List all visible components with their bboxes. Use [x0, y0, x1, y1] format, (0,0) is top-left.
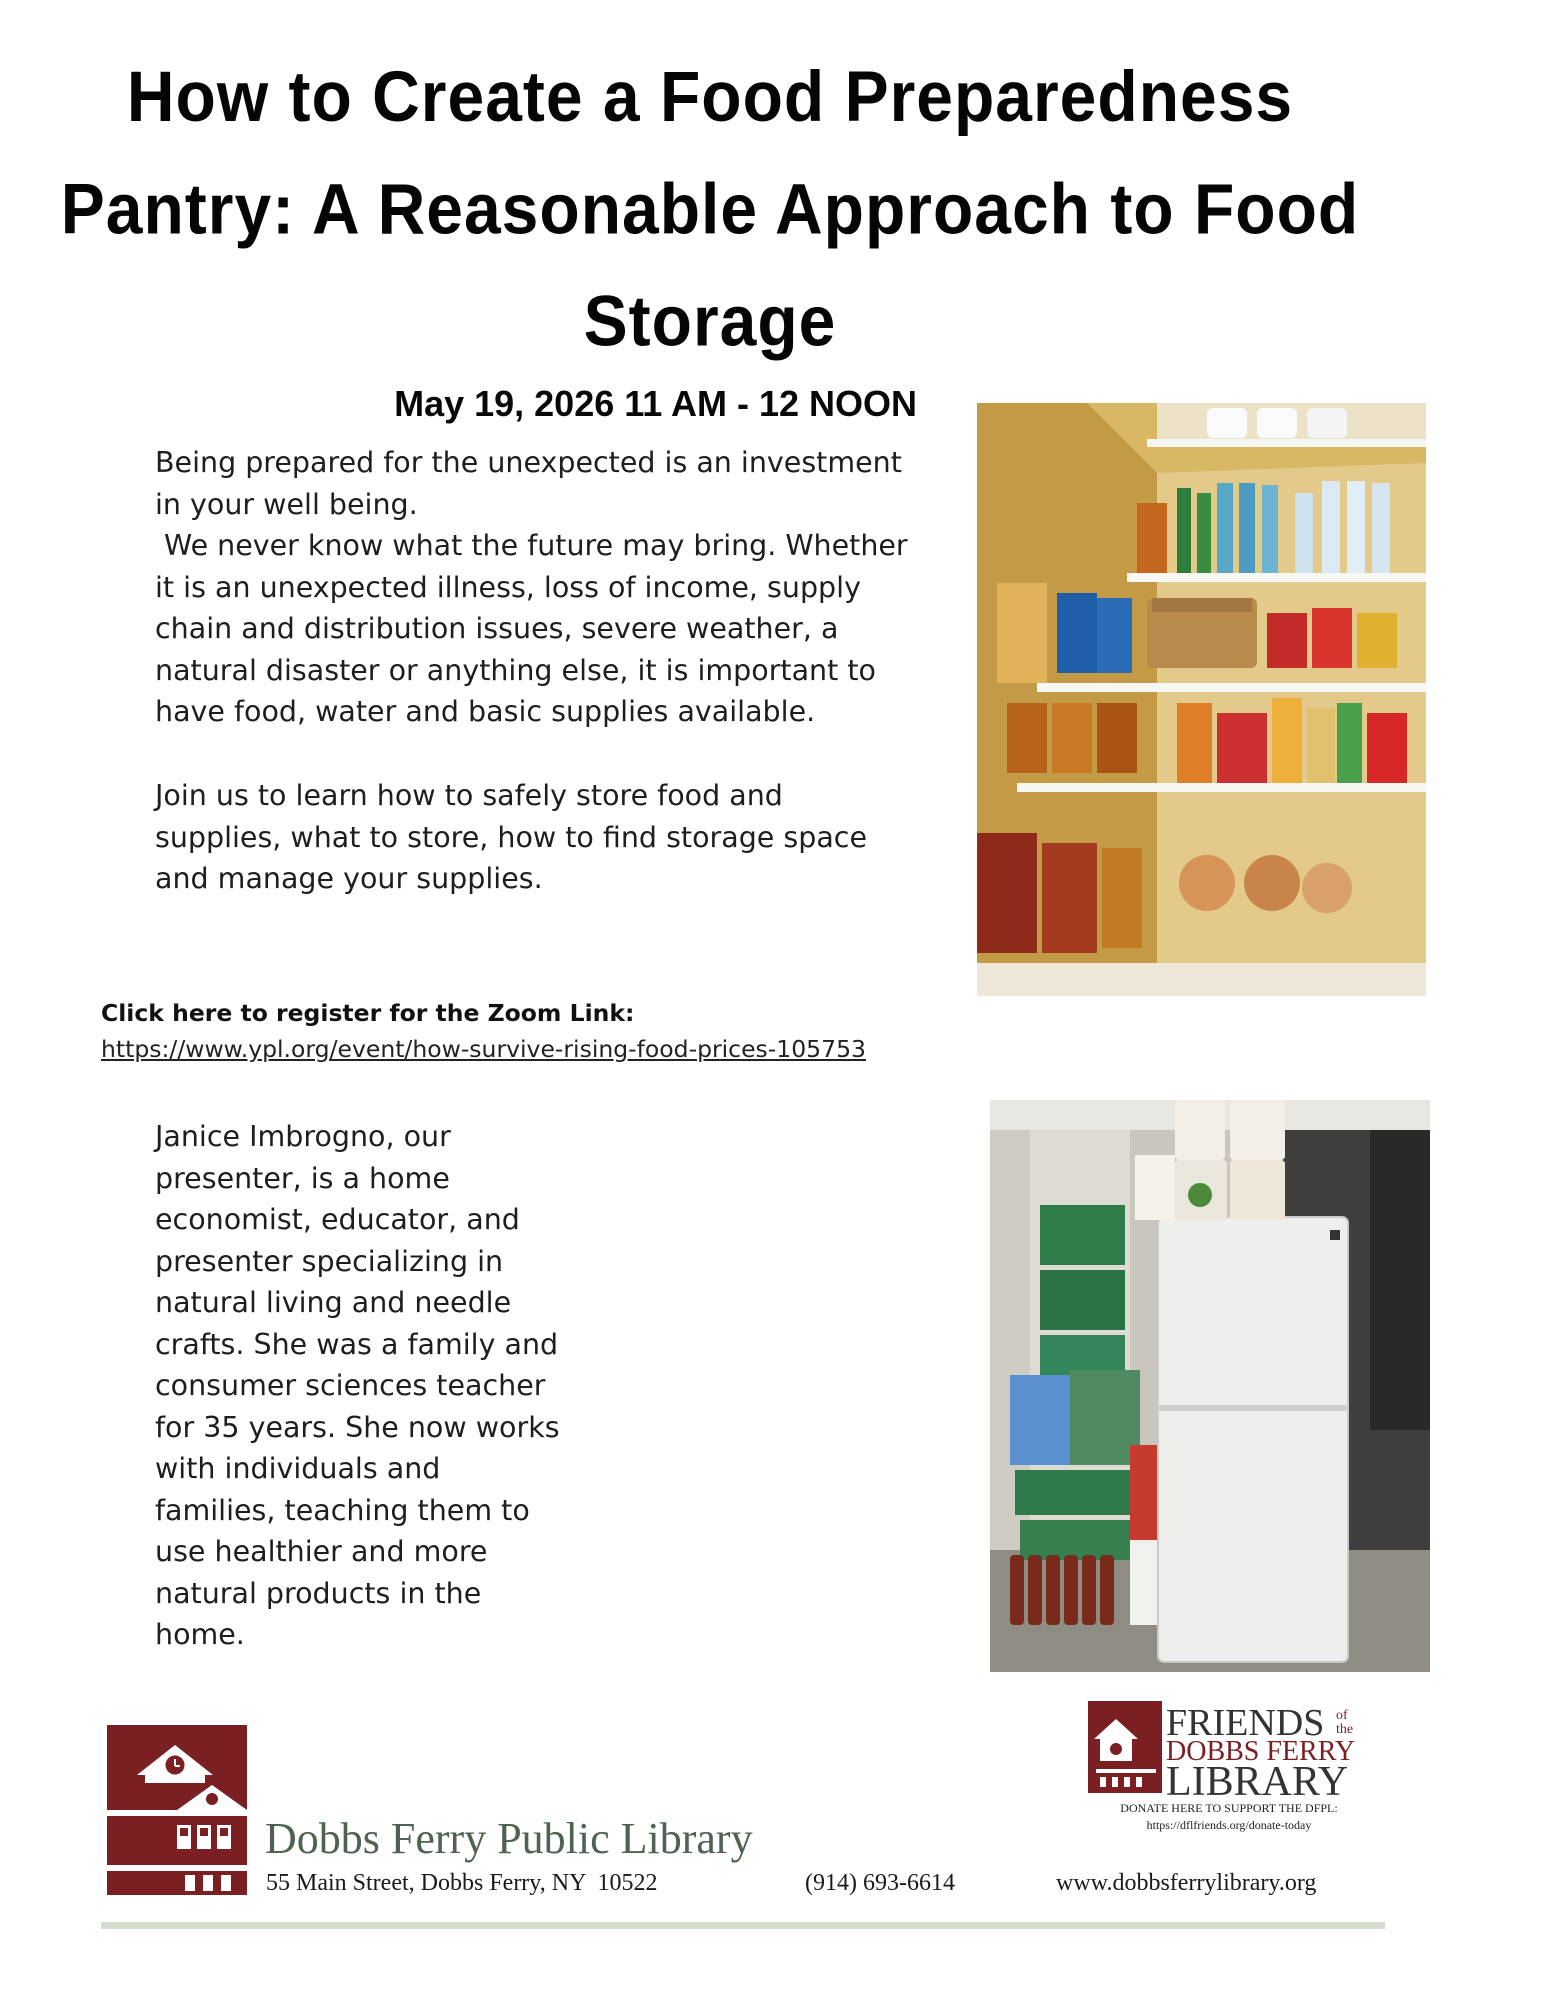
library-building-icon: [107, 1725, 252, 1895]
library-logo: [107, 1725, 252, 1895]
donate-label: DONATE HERE TO SUPPORT THE DFPL:: [1120, 1801, 1338, 1815]
bio-line: natural living and needle: [155, 1286, 512, 1319]
title-line-1: How to Create a Food Preparedness: [126, 56, 1294, 137]
bio-line: presenter, is a home: [155, 1161, 450, 1195]
bio-line: consumer sciences teacher: [155, 1369, 546, 1402]
library-address: 55 Main Street, Dobbs Ferry, NY 10522: [266, 1870, 658, 1896]
intro-line: it is an unexpected illness, loss of income, supply: [155, 570, 861, 604]
library-name: Dobbs Ferry Public Library: [265, 1814, 753, 1863]
join-line: Join us to learn how to safely store food and: [155, 779, 783, 812]
pantry-photo: [977, 403, 1426, 996]
bio-line: families, teaching them to: [155, 1493, 530, 1527]
pantry-photo-illustration: [977, 403, 1426, 996]
friends-logo-line2: DOBBS FERRY: [1166, 1736, 1356, 1767]
friends-of-library-logo[interactable]: [1088, 1697, 1388, 1837]
friends-logo-of: of: [1336, 1708, 1348, 1723]
intro-line: chain and distribution issues, severe weather, a: [155, 612, 839, 645]
bio-line: crafts. She was a family and: [155, 1327, 559, 1361]
intro-line: Being prepared for the unexpected is an investment: [155, 446, 902, 479]
presenter-bio: [155, 1116, 625, 1656]
friends-logo-line3: LIBRARY: [1166, 1759, 1349, 1801]
join-line: and manage your supplies.: [155, 862, 543, 895]
intro-line: natural disaster or anything else, it is important to: [155, 653, 876, 687]
bio-line: Janice Imbrogno, our: [155, 1120, 451, 1153]
friends-logo-line1: FRIENDS: [1166, 1702, 1325, 1744]
bio-line: use healthier and more: [155, 1535, 488, 1568]
intro-line: have food, water and basic supplies available.: [155, 695, 816, 728]
bio-line: natural products in the: [155, 1576, 482, 1610]
friends-logo-the: the: [1336, 1722, 1354, 1737]
bio-line: home.: [155, 1618, 245, 1651]
register-label: Click here to register for the Zoom Link:: [101, 999, 635, 1027]
bio-line: economist, educator, and: [155, 1203, 520, 1236]
register-block: [101, 995, 866, 1067]
intro-line: We never know what the future may bring. Whether: [155, 529, 908, 562]
footer-divider: [101, 1922, 1385, 1929]
zoom-register-link[interactable]: https://www.ypl.org/event/how-survive-rising-food-prices-105753: [101, 1035, 866, 1063]
intro-line: in your well being.: [155, 487, 418, 521]
event-date: May 19, 2026 11 AM - 12 NOON: [394, 383, 917, 424]
donate-link[interactable]: https://dflfriends.org/donate-today: [1146, 1818, 1312, 1832]
join-paragraph: [155, 775, 915, 900]
title-line-3: Storage: [583, 280, 837, 361]
friends-logo-mark: [1088, 1697, 1388, 1801]
fridge-storage-photo: [990, 1100, 1430, 1672]
bio-line: presenter specializing in: [155, 1244, 504, 1278]
bio-line: with individuals and: [155, 1452, 441, 1485]
join-line: supplies, what to store, how to find storage space: [155, 820, 868, 854]
flyer-title: [60, 40, 1360, 377]
library-phone: (914) 693-6614: [805, 1870, 955, 1896]
intro-paragraph: [155, 442, 915, 733]
title-line-2: Pantry: A Reasonable Approach to Food: [60, 168, 1360, 249]
bio-line: for 35 years. She now works: [155, 1410, 560, 1444]
fridge-photo-illustration: [990, 1100, 1430, 1672]
library-website-link[interactable]: www.dobbsferrylibrary.org: [1056, 1870, 1317, 1896]
